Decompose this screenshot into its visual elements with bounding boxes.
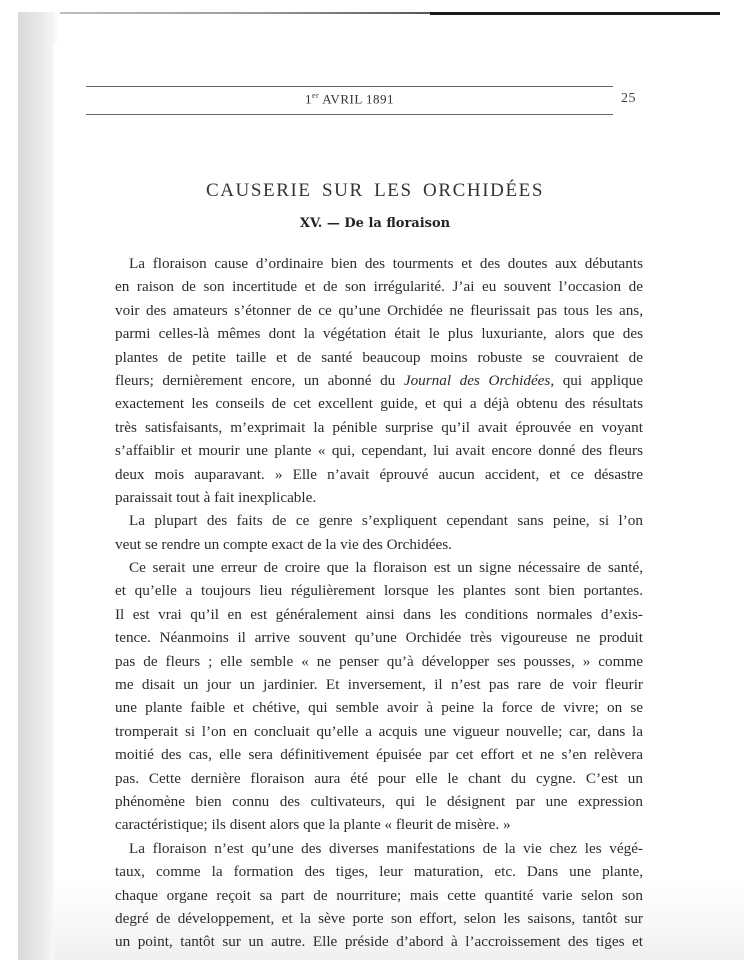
text-line: pas. Cette dernière floraison aura été pour elle le chant du cygne. C’est un [115, 769, 643, 787]
text-line: voir des amateurs s’étonner de ce qu’une Orchidée ne fleurissait pas tous les ans, [115, 301, 643, 319]
text-line: phénomène bien connu des cultivateurs, qui le désignent par une expression [115, 792, 643, 810]
date-day: 1 [304, 91, 312, 107]
text-line: en raison de son incertitude et de son irrégularité. J’ai eu souvent l’occasion de [115, 278, 643, 296]
journal-title-italic: Journal des Orchidées, [403, 371, 555, 389]
text-segment: qui applique [554, 371, 643, 389]
article-subtitle: XV. — De la floraison [299, 216, 451, 231]
text-line: deux mois auparavant. » Elle n’avait éprouvé aucun accident, et ce désastre [115, 465, 643, 483]
text-line: tromperait si l’on en concluait qu’elle a acquis une vigueur nouvelle; car, dans la [115, 722, 643, 740]
text-line: un point, tantôt sur un autre. Elle préside d’abord à l’accroissement des tiges et [115, 933, 643, 951]
book-gutter-shadow [18, 12, 54, 960]
text-line: Ce serait une erreur de croire que la floraison est un signe nécessaire de santé, [129, 559, 643, 577]
article-title: CAUSERIE SUR LES ORCHIDÉES [205, 180, 545, 201]
text-line: me disait un jour un jardinier. Et inversement, il n’est pas rare de voir fleurir [115, 676, 643, 694]
running-head-rule-bottom [86, 114, 613, 115]
text-line [115, 369, 643, 392]
text-line: une plante faible et chétive, qui semble avoir à peine la force de vivre; on se [115, 699, 643, 717]
text-line: plantes de petite taille et de santé beaucoup moins robuste se couvraient de [115, 348, 643, 366]
text-line: parmi celles-là mêmes dont la végétation était le plus luxuriante, alors que des [115, 325, 643, 343]
text-line: caractéristique; ils disent alors que la plante « fleurit de misère. » [115, 816, 511, 834]
text-line: veut se rendre un compte exact de la vie des Orchidées. [115, 535, 452, 553]
text-line: moitié des cas, elle sera définitivement épuisée par cet effort et ne s’en relèvera [115, 746, 643, 764]
text-line: Il est vrai qu’il en est généralement ainsi dans les conditions normales d’exis- [115, 605, 643, 623]
text-line: tence. Néanmoins il arrive souvent qu’une Orchidée très vigoureuse ne produit [115, 629, 643, 647]
article-body [115, 252, 643, 954]
text-line: taux, comme la formation des tiges, leur maturation, etc. Dans une plante, [115, 863, 643, 881]
text-line: paraissait tout à fait inexplicable. [115, 488, 317, 506]
text-line: degré de développement, et la sève porte son effort, selon les saisons, tantôt sur [115, 909, 643, 927]
running-head [86, 91, 636, 111]
text-segment: fleurs; dernièrement encore, un abonné du [115, 371, 404, 389]
text-line: La floraison n’est qu’une des diverses manifestations de la vie chez les végé- [129, 839, 643, 857]
page-number: 25 [621, 91, 636, 106]
running-head-date [86, 91, 613, 107]
text-line: chaque organe reçoit sa part de nourriture; mais cette quantité varie selon son [115, 886, 643, 904]
scan-top-edge-dark [430, 12, 720, 15]
text-line: s’affaiblir et mourir une plante « qui, cependant, lui avait encore donné des fleurs [115, 442, 643, 460]
text-line: pas de fleurs ; elle semble « ne penser qu’à développer ses pousses, » comme [115, 652, 643, 670]
text-line: très satisfaisants, m’exprimait la pénible surprise qu’il avait éprouvée en voyant [115, 418, 643, 436]
text-line: La floraison cause d’ordinaire bien des tourments et des doutes aux débutants [129, 255, 643, 272]
text-line: La plupart des faits de ce genre s’expliquent cependant sans peine, si l’on [129, 512, 643, 530]
book-gutter-edge [50, 12, 60, 42]
text-line: et qu’elle a toujours lieu régulièrement lorsque les plantes sont bien portantes. [115, 582, 643, 600]
date-ordinal: er [311, 91, 320, 100]
date-month-year: AVRIL 1891 [319, 91, 395, 107]
running-head-rule-top [86, 86, 613, 87]
text-line: exactement les conseils de cet excellent guide, et qui a déjà obtenu des résultats [115, 395, 643, 413]
